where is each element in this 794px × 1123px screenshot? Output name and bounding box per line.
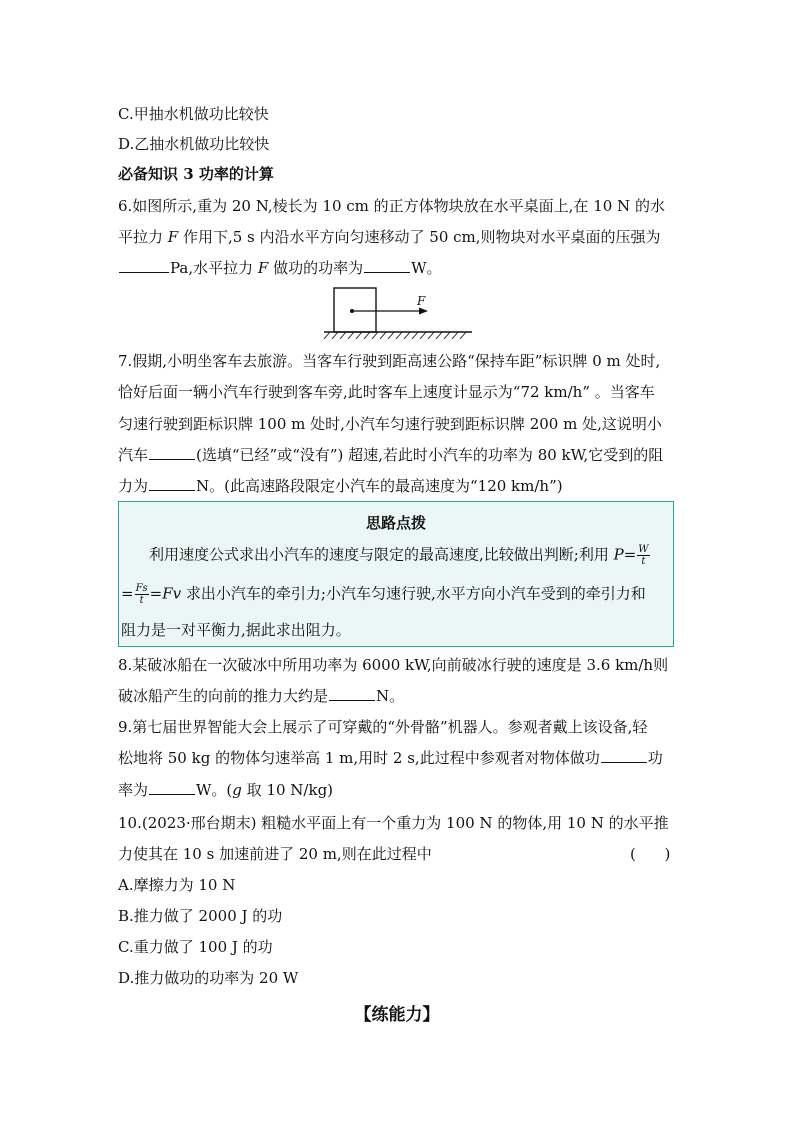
answer-blank[interactable]: [601, 748, 647, 763]
answer-blank[interactable]: [364, 258, 410, 273]
answer-parentheses[interactable]: ( ): [630, 845, 671, 863]
fraction-w-over-t: $\frac{W}{t}$: [638, 544, 649, 567]
hint-box: [118, 501, 674, 647]
answer-blank[interactable]: [149, 780, 195, 795]
answer-blank[interactable]: [149, 476, 195, 491]
hint-title: 思路点拨: [365, 514, 426, 532]
q8-line2: 破冰船产生的向前的推力大约是 N。: [118, 687, 405, 705]
q10-option-d: D.推力做功的功率为 20 W: [118, 969, 299, 987]
cube-block: [334, 288, 376, 332]
q9-line2: 松地将 50 kg 的物体匀速举高 1 m,用时 2 s,此过程中参观者对物体做功 功: [118, 749, 663, 767]
block-on-table-figure: [322, 286, 474, 342]
q7-line1: 7.假期,小明坐客车去旅游。当客车行驶到距高速公路“保持车距”标识牌 0 m 处时,: [118, 352, 661, 370]
option-c: C.甲抽水机做功比较快: [118, 105, 269, 123]
hint-line2: = $\frac{Fs}{t}$ =Fv 求出小汽车的牵引力;小汽车匀速行驶,水平方向小汽车受到的牵引力和: [121, 583, 646, 606]
q7-line4: 汽车 (选填“已经”或“没有”) 超速,若此时小汽车的功率为 80 kW,它受到的阻: [118, 446, 664, 464]
answer-blank[interactable]: [119, 258, 169, 273]
q10-line1: 10.(2023·邢台期末) 粗糙水平面上有一个重力为 100 N 的物体,用 10 N 的水平推: [118, 814, 669, 832]
q6-line2: 平拉力 F 作用下,5 s 内沿水平方向匀速移动了 50 cm,则物块对水平桌面的压强为: [118, 228, 661, 246]
fraction-fs-over-t: $\frac{Fs}{t}$: [135, 583, 148, 606]
hint-line3: 阻力是一对平衡力,据此求出阻力。: [121, 621, 351, 639]
q6-line1: 6.如图所示,重为 20 N,棱长为 10 cm 的正方体物块放在水平桌面上,在 10 N 的水: [118, 197, 665, 215]
answer-blank[interactable]: [149, 445, 195, 460]
hint-line1: 利用速度公式求出小汽车的速度与限定的最高速度,比较做出判断;利用 P= $\frac{W}{t}$: [149, 544, 649, 567]
force-label: F: [417, 294, 426, 308]
answer-blank[interactable]: [329, 686, 375, 701]
option-d: D.乙抽水机做功比较快: [118, 135, 270, 153]
q6-line3: Pa,水平拉力 F 做功的功率为 W。: [118, 258, 442, 278]
q10-option-c: C.重力做了 100 J 的功: [118, 938, 273, 956]
table-hatching: [324, 332, 466, 339]
q7-line2: 恰好后面一辆小汽车行驶到客车旁,此时客车上速度计显示为“72 km/h” 。当客车: [118, 383, 655, 401]
section-heading: 必备知识 3 功率的计算: [118, 165, 274, 183]
q8-line1: 8.某破冰船在一次破冰中所用功率为 6000 kW,向前破冰行驶的速度是 3.6 km/h则: [118, 656, 669, 674]
q10-option-a: A.摩擦力为 10 N: [118, 876, 236, 894]
q7-line5: 力为 N。(此高速路段限定小汽车的最高速度为“120 km/h”): [118, 477, 563, 495]
q9-line3: 率为 W。(g 取 10 N/kg): [118, 781, 334, 799]
q10-option-b: B.推力做了 2000 J 的功: [118, 907, 283, 925]
arrow-head: [419, 308, 428, 315]
q7-line3: 匀速行驶到距标识牌 100 m 处时,小汽车匀速行驶到距标识牌 200 m 处,这说明小: [118, 415, 662, 433]
q9-line1: 9.第七届世界智能大会上展示了可穿戴的“外骨骼”机器人。参观者戴上该设备,轻: [118, 718, 648, 736]
q10-line2: 力使其在 10 s 加速前进了 20 m,则在此过程中: [118, 845, 432, 863]
section-footer-heading: 【练能力】: [354, 1005, 440, 1025]
